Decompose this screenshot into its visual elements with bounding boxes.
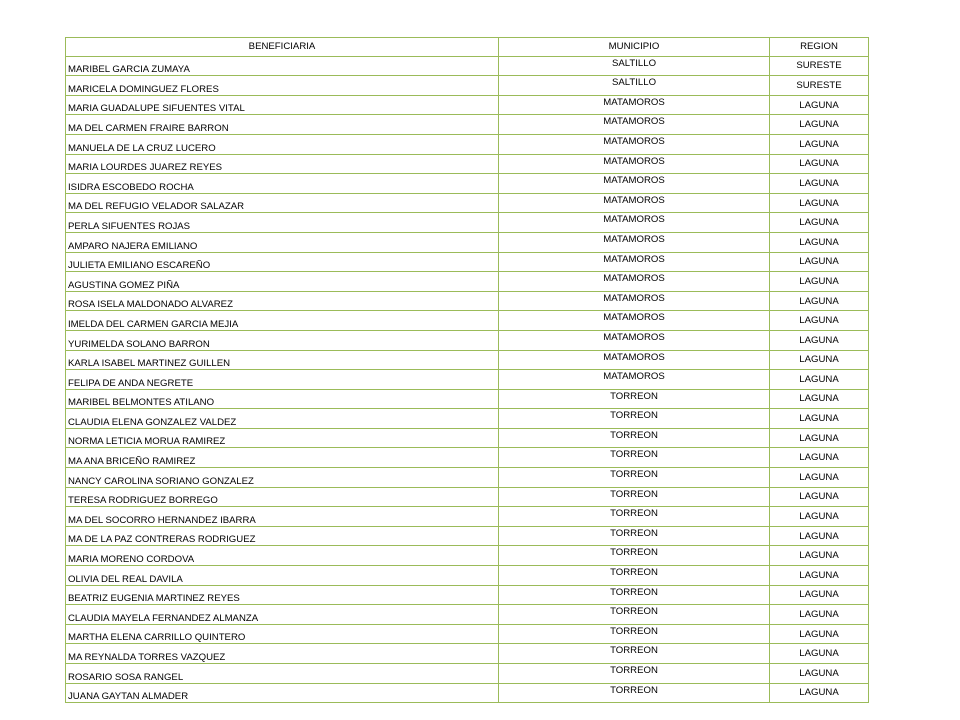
cell-region[interactable]: LAGUNA bbox=[770, 154, 869, 174]
cell-municipio[interactable]: TORREON bbox=[499, 624, 770, 644]
cell-beneficiaria[interactable]: ISIDRA ESCOBEDO ROCHA bbox=[66, 174, 499, 194]
cell-municipio[interactable]: TORREON bbox=[499, 487, 770, 507]
table-row bbox=[66, 272, 869, 292]
table-row bbox=[66, 115, 869, 135]
table-row bbox=[66, 566, 869, 586]
cell-region[interactable]: LAGUNA bbox=[770, 546, 869, 566]
cell-region[interactable]: SURESTE bbox=[770, 56, 869, 76]
cell-region[interactable]: LAGUNA bbox=[770, 330, 869, 350]
cell-beneficiaria[interactable]: MARTHA ELENA CARRILLO QUINTERO bbox=[66, 624, 499, 644]
table-row bbox=[66, 389, 869, 409]
cell-municipio[interactable]: MATAMOROS bbox=[499, 370, 770, 390]
cell-beneficiaria[interactable]: YURIMELDA SOLANO BARRON bbox=[66, 330, 499, 350]
cell-municipio[interactable]: MATAMOROS bbox=[499, 291, 770, 311]
cell-beneficiaria[interactable]: JULIETA EMILIANO ESCAREÑO bbox=[66, 252, 499, 272]
cell-municipio[interactable]: MATAMOROS bbox=[499, 154, 770, 174]
cell-region[interactable]: SURESTE bbox=[770, 76, 869, 96]
cell-region[interactable]: LAGUNA bbox=[770, 644, 869, 664]
cell-municipio[interactable]: SALTILLO bbox=[499, 56, 770, 76]
cell-beneficiaria[interactable]: MA REYNALDA TORRES VAZQUEZ bbox=[66, 644, 499, 664]
cell-region[interactable]: LAGUNA bbox=[770, 468, 869, 488]
cell-municipio[interactable]: MATAMOROS bbox=[499, 115, 770, 135]
cell-region[interactable]: LAGUNA bbox=[770, 350, 869, 370]
cell-municipio[interactable]: TORREON bbox=[499, 507, 770, 527]
cell-municipio[interactable]: TORREON bbox=[499, 683, 770, 703]
cell-region[interactable]: LAGUNA bbox=[770, 213, 869, 233]
table-row bbox=[66, 154, 869, 174]
table-row bbox=[66, 507, 869, 527]
table-row bbox=[66, 232, 869, 252]
cell-municipio[interactable]: TORREON bbox=[499, 389, 770, 409]
cell-beneficiaria[interactable]: MA DEL CARMEN FRAIRE BARRON bbox=[66, 115, 499, 135]
cell-beneficiaria[interactable]: ROSA ISELA MALDONADO ALVAREZ bbox=[66, 291, 499, 311]
cell-beneficiaria[interactable]: MA DEL REFUGIO VELADOR SALAZAR bbox=[66, 193, 499, 213]
table-row bbox=[66, 448, 869, 468]
table-row bbox=[66, 56, 869, 76]
cell-municipio[interactable]: MATAMOROS bbox=[499, 174, 770, 194]
cell-beneficiaria[interactable]: MARIBEL GARCIA ZUMAYA bbox=[66, 56, 499, 76]
cell-region[interactable]: LAGUNA bbox=[770, 115, 869, 135]
cell-beneficiaria[interactable]: CLAUDIA MAYELA FERNANDEZ ALMANZA bbox=[66, 605, 499, 625]
cell-region[interactable]: LAGUNA bbox=[770, 272, 869, 292]
cell-region[interactable]: LAGUNA bbox=[770, 448, 869, 468]
cell-region[interactable]: LAGUNA bbox=[770, 664, 869, 684]
table-row bbox=[66, 213, 869, 233]
cell-region[interactable]: LAGUNA bbox=[770, 624, 869, 644]
cell-beneficiaria[interactable]: NORMA LETICIA MORUA RAMIREZ bbox=[66, 428, 499, 448]
cell-region[interactable]: LAGUNA bbox=[770, 389, 869, 409]
cell-beneficiaria[interactable]: MA ANA BRICEÑO RAMIREZ bbox=[66, 448, 499, 468]
table-row bbox=[66, 350, 869, 370]
cell-beneficiaria[interactable]: JUANA GAYTAN ALMADER bbox=[66, 683, 499, 703]
beneficiaries-sheet bbox=[65, 37, 868, 703]
table-row bbox=[66, 468, 869, 488]
cell-beneficiaria[interactable]: OLIVIA DEL REAL DAVILA bbox=[66, 566, 499, 586]
beneficiaries-table bbox=[65, 37, 869, 703]
table-row bbox=[66, 605, 869, 625]
cell-region[interactable]: LAGUNA bbox=[770, 232, 869, 252]
cell-region[interactable]: LAGUNA bbox=[770, 526, 869, 546]
cell-municipio[interactable]: TORREON bbox=[499, 644, 770, 664]
cell-municipio[interactable]: TORREON bbox=[499, 546, 770, 566]
table-row bbox=[66, 76, 869, 96]
cell-region[interactable]: LAGUNA bbox=[770, 683, 869, 703]
cell-municipio[interactable]: TORREON bbox=[499, 526, 770, 546]
cell-region[interactable]: LAGUNA bbox=[770, 605, 869, 625]
header-row bbox=[66, 38, 869, 57]
cell-beneficiaria[interactable]: KARLA ISABEL MARTINEZ GUILLEN bbox=[66, 350, 499, 370]
cell-municipio[interactable]: MATAMOROS bbox=[499, 311, 770, 331]
cell-municipio[interactable]: TORREON bbox=[499, 448, 770, 468]
cell-municipio[interactable]: TORREON bbox=[499, 566, 770, 586]
cell-beneficiaria[interactable]: FELIPA DE ANDA NEGRETE bbox=[66, 370, 499, 390]
table-row bbox=[66, 252, 869, 272]
cell-beneficiaria[interactable]: MARICELA DOMINGUEZ FLORES bbox=[66, 76, 499, 96]
table-row bbox=[66, 409, 869, 429]
cell-beneficiaria[interactable]: MARIBEL BELMONTES ATILANO bbox=[66, 389, 499, 409]
table-row bbox=[66, 683, 869, 703]
cell-municipio[interactable]: MATAMOROS bbox=[499, 350, 770, 370]
cell-region[interactable]: LAGUNA bbox=[770, 507, 869, 527]
table-row bbox=[66, 644, 869, 664]
table-row bbox=[66, 95, 869, 115]
cell-beneficiaria[interactable]: PERLA SIFUENTES ROJAS bbox=[66, 213, 499, 233]
cell-municipio[interactable]: TORREON bbox=[499, 409, 770, 429]
table-row bbox=[66, 193, 869, 213]
cell-region[interactable]: LAGUNA bbox=[770, 193, 869, 213]
cell-region[interactable]: LAGUNA bbox=[770, 134, 869, 154]
cell-beneficiaria[interactable]: MARIA LOURDES JUAREZ REYES bbox=[66, 154, 499, 174]
table-row bbox=[66, 174, 869, 194]
cell-municipio[interactable]: TORREON bbox=[499, 585, 770, 605]
cell-municipio[interactable]: MATAMOROS bbox=[499, 193, 770, 213]
cell-region[interactable]: LAGUNA bbox=[770, 585, 869, 605]
cell-region[interactable]: LAGUNA bbox=[770, 409, 869, 429]
cell-municipio[interactable]: MATAMOROS bbox=[499, 232, 770, 252]
cell-municipio[interactable]: TORREON bbox=[499, 428, 770, 448]
table-row bbox=[66, 624, 869, 644]
cell-beneficiaria[interactable]: IMELDA DEL CARMEN GARCIA MEJIA bbox=[66, 311, 499, 331]
table-row bbox=[66, 526, 869, 546]
cell-municipio[interactable]: MATAMOROS bbox=[499, 252, 770, 272]
cell-beneficiaria[interactable]: MA DEL SOCORRO HERNANDEZ IBARRA bbox=[66, 507, 499, 527]
table-body bbox=[66, 56, 869, 703]
cell-beneficiaria[interactable]: MA DE LA PAZ CONTRERAS RODRIGUEZ bbox=[66, 526, 499, 546]
table-row bbox=[66, 546, 869, 566]
table-row bbox=[66, 370, 869, 390]
table-row bbox=[66, 311, 869, 331]
table-row bbox=[66, 487, 869, 507]
cell-region[interactable]: LAGUNA bbox=[770, 487, 869, 507]
cell-region[interactable]: LAGUNA bbox=[770, 311, 869, 331]
header-beneficiaria[interactable]: BENEFICIARIA bbox=[66, 38, 499, 57]
table-row bbox=[66, 428, 869, 448]
cell-beneficiaria[interactable]: NANCY CAROLINA SORIANO GONZALEZ bbox=[66, 468, 499, 488]
cell-region[interactable]: LAGUNA bbox=[770, 566, 869, 586]
cell-beneficiaria[interactable]: AGUSTINA GOMEZ PIÑA bbox=[66, 272, 499, 292]
cell-region[interactable]: LAGUNA bbox=[770, 428, 869, 448]
table-row bbox=[66, 664, 869, 684]
cell-municipio[interactable]: MATAMOROS bbox=[499, 95, 770, 115]
cell-beneficiaria[interactable]: AMPARO NAJERA EMILIANO bbox=[66, 232, 499, 252]
cell-municipio[interactable]: TORREON bbox=[499, 605, 770, 625]
table-row bbox=[66, 585, 869, 605]
cell-municipio[interactable]: MATAMOROS bbox=[499, 134, 770, 154]
table-row bbox=[66, 291, 869, 311]
cell-region[interactable]: LAGUNA bbox=[770, 95, 869, 115]
header-municipio[interactable]: MUNICIPIO bbox=[499, 38, 770, 57]
cell-beneficiaria[interactable]: TERESA RODRIGUEZ BORREGO bbox=[66, 487, 499, 507]
cell-municipio[interactable]: TORREON bbox=[499, 468, 770, 488]
header-region[interactable]: REGION bbox=[770, 38, 869, 57]
cell-region[interactable]: LAGUNA bbox=[770, 174, 869, 194]
cell-beneficiaria[interactable]: MANUELA DE LA CRUZ LUCERO bbox=[66, 134, 499, 154]
cell-region[interactable]: LAGUNA bbox=[770, 291, 869, 311]
cell-region[interactable]: LAGUNA bbox=[770, 252, 869, 272]
cell-municipio[interactable]: TORREON bbox=[499, 664, 770, 684]
cell-beneficiaria[interactable]: MARIA GUADALUPE SIFUENTES VITAL bbox=[66, 95, 499, 115]
cell-municipio[interactable]: MATAMOROS bbox=[499, 213, 770, 233]
table-row bbox=[66, 330, 869, 350]
cell-beneficiaria[interactable]: BEATRIZ EUGENIA MARTINEZ REYES bbox=[66, 585, 499, 605]
table-row bbox=[66, 134, 869, 154]
cell-beneficiaria[interactable]: CLAUDIA ELENA GONZALEZ VALDEZ bbox=[66, 409, 499, 429]
cell-municipio[interactable]: SALTILLO bbox=[499, 76, 770, 96]
cell-municipio[interactable]: MATAMOROS bbox=[499, 330, 770, 350]
cell-beneficiaria[interactable]: ROSARIO SOSA RANGEL bbox=[66, 664, 499, 684]
cell-municipio[interactable]: MATAMOROS bbox=[499, 272, 770, 292]
cell-region[interactable]: LAGUNA bbox=[770, 370, 869, 390]
cell-beneficiaria[interactable]: MARIA MORENO CORDOVA bbox=[66, 546, 499, 566]
